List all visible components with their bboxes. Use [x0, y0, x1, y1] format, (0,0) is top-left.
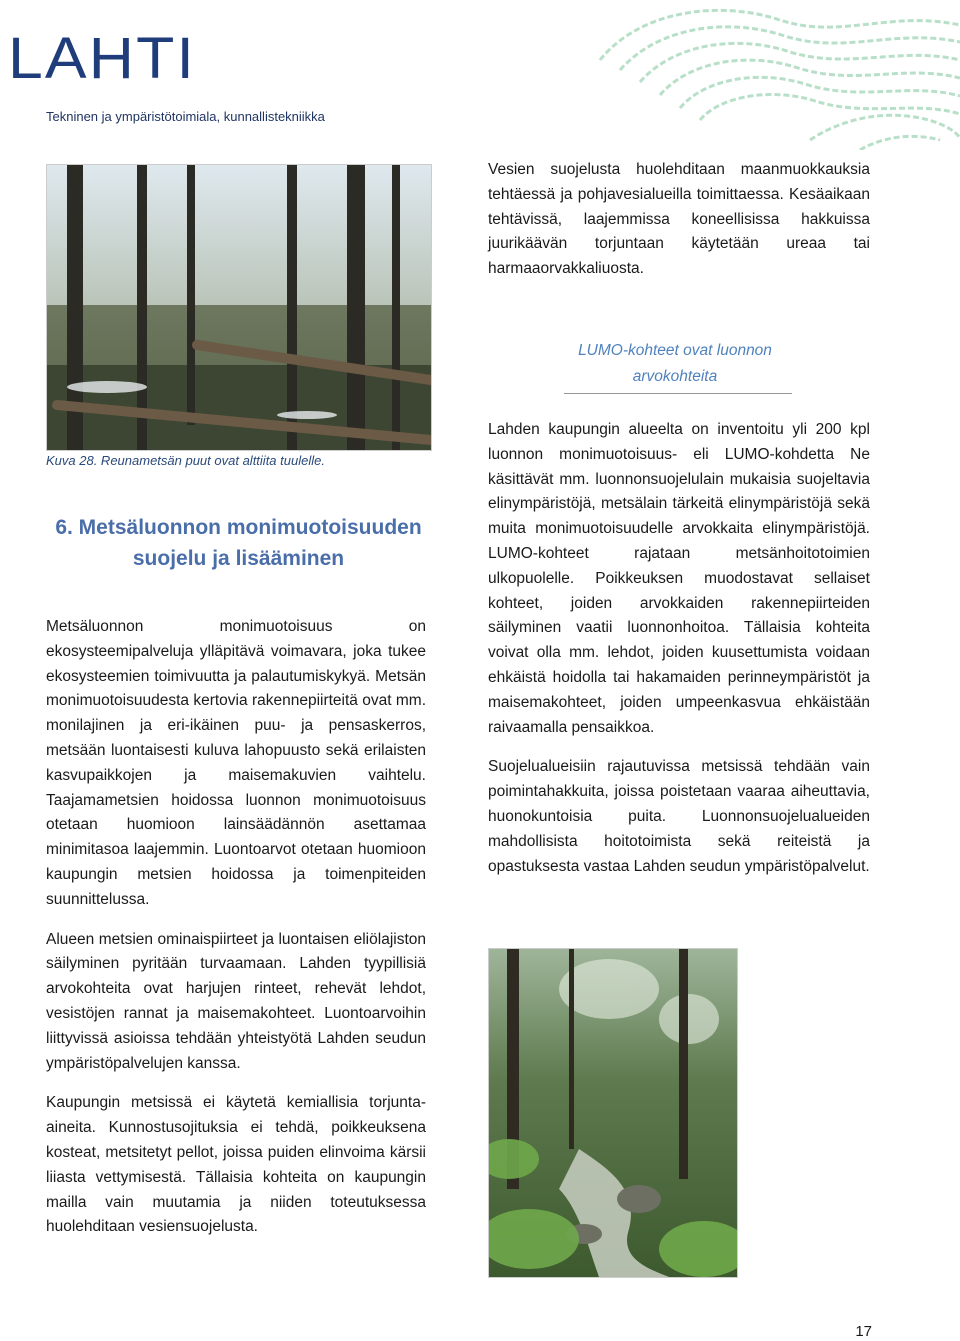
logo-wordmark: LAHTI — [8, 30, 196, 82]
paragraph: Kaupungin metsissä ei käytetä kemiallisia torjunta-aineita. Kunnostusojituksia ei tehdä, poikkeuksena kosteat, metsitetyt pellot, joissa puiden elinvoima kärsii liiasta vettymisestä. Tällaisia kohteita on kaupungin mailla vain muutamia ja niiden toteutuksessa huolehditaan vesiensuojelusta. — [46, 1094, 426, 1236]
right-column — [488, 418, 870, 879]
paragraph: Alueen metsien ominaispiirteet ja luontaisen eliölajiston säilyminen pyritään turvaamaan. Lahden tyypillisiä arvokohteita ovat harjujen rinteet, rehevät lehdot, vesistöjen rannat ja maisemakohteet. Luontoarvoihin liittyvissä asioissa tehdään yhteistyötä Lahden seudun ympäristöpalvelujen kanssa. — [46, 930, 426, 1072]
paragraph: Suojelualueisiin rajautuvissa metsissä tehdään vain poimintahakkuita, joissa poistetaan vaaraa aiheuttavia, huonokuntoisia puita. Luonnonsuojelualueiden mahdollisista hoitotoimista sekä reiteistä ja opastuksesta vastaa Lahden seudun ympäristöpalvelut. — [488, 758, 870, 875]
pull-quote-rule — [564, 393, 792, 394]
section-heading: 6. Metsäluonnon monimuotoisuuden suojelu ja lisääminen — [55, 516, 422, 570]
lahti-logo — [8, 30, 198, 82]
contour-lines-decoration — [560, 0, 960, 150]
page-number: 17 — [855, 1323, 872, 1340]
photo-caption: Kuva 28. Reunametsän puut ovat alttiita tuulelle. — [46, 453, 325, 468]
paragraph: Vesien suojelusta huolehditaan maanmuokkauksia tehtäessä ja pohjavesialueilla toimittaessa. Kesäaikaan tehtävissä, laajemmissa koneellisissa hakkuissa juurikäävän torjuntaan käytetään ureaa tai harmaaorvakkaliuosta. — [488, 161, 870, 278]
left-column — [46, 615, 426, 1240]
forest-stream-photo — [488, 948, 738, 1278]
paragraph: Lahden kaupungin alueelta on inventoitu yli 200 kpl luonnon monimuotoisuus- eli LUMO-kohdetta Ne käsittävät mm. luonnonsuojelulain mukaisia suojeltavia elinympäristöjä, metsälain tärkeitä elinympäristöjä sekä muita monimuotoisuudelle arvokkaita elinympäristöjä. LUMO-kohteet rajataan metsänhoitotoimien ulkopuolelle. Poikkeuksen muodostavat sellaiset kohteet, joiden arvokkaiden rakennepiirteiden säilyminen vaatii luonnonhoitoa. Tällaisia kohteita voivat olla mm. lehdot, joiden kuusettumista voidaan ehkäistä hoidolla tai hakamaiden perinneympäristöt ja maisemakohteet, joiden umpeenkasvua ehkäistään raivaamalla pensaikkoa. — [488, 421, 870, 736]
department-line: Tekninen ja ympäristötoimiala, kunnallistekniikka — [46, 109, 325, 124]
paragraph: Metsäluonnon monimuotoisuus on ekosysteemipalveluja ylläpitävä voimavara, joka tukee ekosysteemien toimivuutta ja palautumiskykyä. Metsän monimuotoisuudesta kertovia rakennepiirteitä ovat mm. monilajinen ja eri-ikäinen puu- ja pensaskerros, metsään luontaisesti kuluva lahopuusto sekä erilaisten kasvupaikkojen ja maisemakuvien vaihtelu. Taajamametsien hoidossa luonnon monimuotoisuus otetaan huomioon lainsäädännön asettamaa minimitasoa laajemmin. Luontoarvot otetaan huomioon kaupungin metsien hoidossa ja toimenpiteiden suunnittelussa. — [46, 618, 426, 908]
pull-quote: LUMO-kohteet ovat luonnon arvokohteita — [578, 342, 772, 385]
right-column-top — [488, 158, 870, 282]
forest-windfall-photo — [46, 164, 432, 451]
